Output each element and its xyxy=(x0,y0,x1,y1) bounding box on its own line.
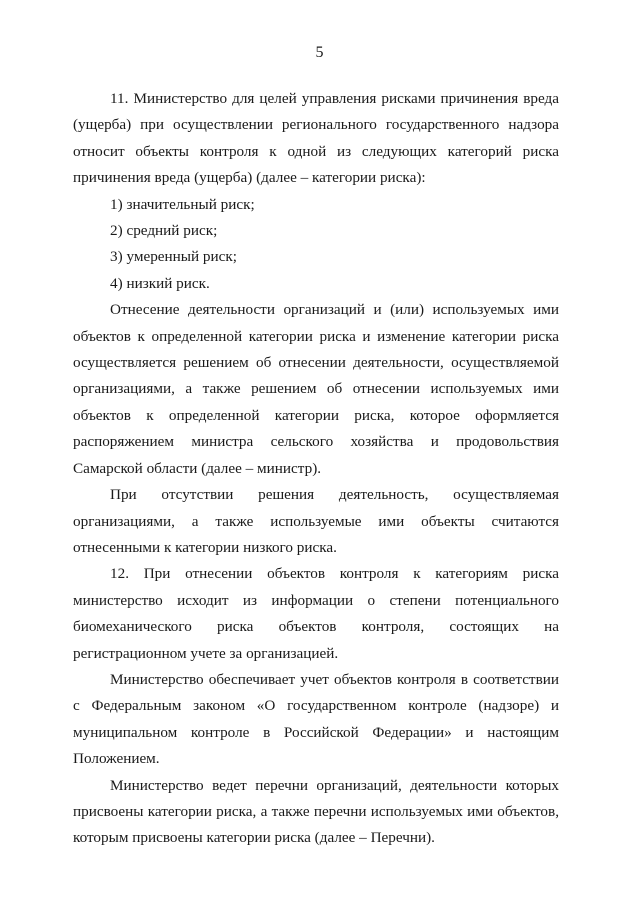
paragraph-item-12: 12. При отнесении объектов контроля к категориям риска министерство исходит из информации о степени потенциального биомеханического риска объектов контроля, состоящих на регистрационном учете за организацией. xyxy=(73,565,559,662)
risk-category-item: 1) значительный риск; xyxy=(110,195,255,213)
document-body xyxy=(73,86,559,852)
paragraph-lists: Министерство ведет перечни организаций, деятельности которых присвоены категории риска, а также перечни используемых ими объектов, которым присвоены категории риска (далее – Перечни). xyxy=(73,776,559,847)
risk-category-item: 3) умеренный риск; xyxy=(110,248,237,266)
risk-category-item: 2) средний риск; xyxy=(110,222,218,240)
paragraph-accounting: Министерство обеспечивает учет объектов контроля в соответствии с Федеральным законом «О государственном контроле (надзоре) и муниципальном контроле в Российской Федерации» и настоящим Положением. xyxy=(73,670,559,768)
paragraph-risk-assignment: Отнесение деятельности организаций и (или) используемых ими объектов к определенной категории риска и изменение категории риска осуществляется решением об отнесении деятельности, осуществляемой организациями, а также решением об отнесении используемых ими объектов к определенной категории риска, которое оформляется распоряжением министра сельского хозяйства и продовольствия Самарской области (далее – министр). xyxy=(73,301,559,477)
page-number: 5 xyxy=(315,44,324,61)
risk-category-item: 4) низкий риск. xyxy=(110,274,210,292)
paragraph-item-11: 11. Министерство для целей управления рисками причинения вреда (ущерба) при осуществлении регионального государственного надзора относит объекты контроля к одной из следующих категорий риска причинения вреда (ущерба) (далее – категории риска): xyxy=(73,90,559,187)
paragraph-default-low-risk: При отсутствии решения деятельность, осуществляемая организациями, а также используемые ими объекты считаются отнесенными к категории низкого риска. xyxy=(73,486,559,556)
